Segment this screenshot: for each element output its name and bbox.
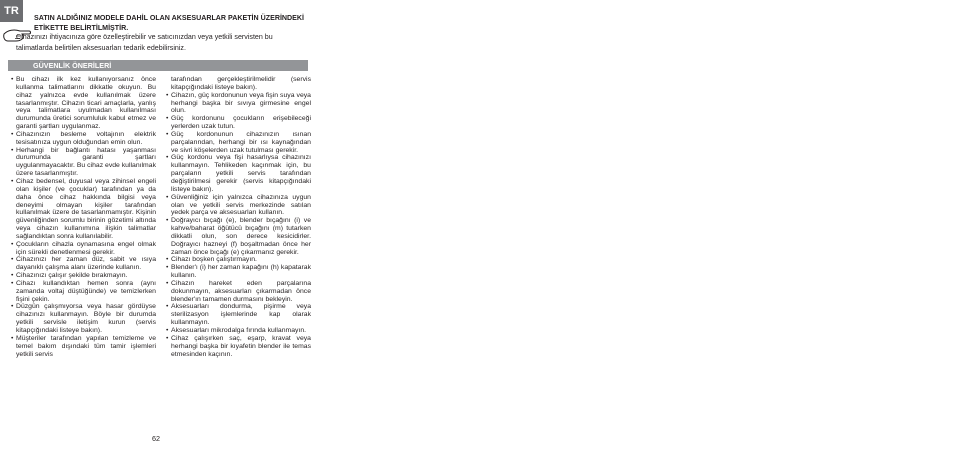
safety-item: • Güç kordonunu çocukların erişebileceği yerlerden uzak tutun. [166,115,311,131]
safety-item: • Doğrayıcı bıçağı (e), blender bıçağını (i) ve kahve/baharat öğütücü bıçağını (m) tutarken dikkatli olun, son derece kesicidirler. Doğrayıcı hazneyi (f) boşaltmadan önce her zaman önce bıçağı (e) çıkarmanız gerekir. [166,217,311,256]
language-tab: TR [0,0,23,22]
safety-item: • Cihazınızı her zaman düz, sabit ve ısıya dayanıklı çalışma alanı üzerinde kullanın. [11,256,156,272]
safety-item: • Cihazın, güç kordonunun veya fişin suya veya herhangi başka bir sıvıya girmesine engel olun. [166,92,311,116]
safety-item: • Müşteriler tarafından yapılan temizleme ve temel bakım dışındaki tüm tamir işlemleri yetkili servis [11,335,156,359]
safety-item: • Cihaz çalışırken saç, eşarp, kravat veya herhangi başka bir kıyafetin blender ile temas etmesinden kaçının. [166,335,311,359]
safety-list-left [11,76,156,358]
safety-list-right [166,76,311,358]
safety-item: • Güvenliğiniz için yalnızca cihazınıza uygun olan ve yetkili servis merkezinde satılan yedek parça ve aksesuarları kullanın. [166,194,311,218]
safety-item: • Cihazın hareket eden parçalarına dokunmayın, aksesuarları çıkarmadan önce blender'ın tamamen durmasını bekleyin. [166,280,311,304]
accessories-notice-text: Cihazınızı ihtiyacınıza göre özelleştirebilir ve satıcınızdan veya yetkili servisten bu talimatlarda belirtilen aksesuarları tedarik edebilirsiniz. [16,33,273,52]
safety-item: • Cihazı boşken çalıştırmayın. [166,256,311,264]
safety-item: • Herhangi bir bağlantı hatası yaşanması durumunda garanti şartları uygulanmayacaktır. Bu cihaz evde kullanılmak üzere tasarlanmıştır. [11,147,156,178]
safety-item: • Düzgün çalışmıyorsa veya hasar gördüyse cihazınızı kullanmayın. Böyle bir durumda yetkili servisle iletişim kurun (servis kitapçığındaki listeye bakın). [11,303,156,334]
safety-item-continuation: tarafından gerçekleştirilmelidir (servis kitapçığındaki listeye bakın). [171,76,311,91]
safety-item: • Çocukların cihazla oynamasına engel olmak için sürekli denetlenmesi gerekir. [11,241,156,257]
page-number: 62 [152,434,160,443]
safety-item: • Aksesuarları dondurma, pişirme veya sterilizasyon işlemlerinde kap olarak kullanmayın. [166,303,311,327]
safety-item: • Bu cihazı ilk kez kullanıyorsanız önce kullanma talimatlarını dikkatle okuyun. Bu cihaz yalnızca evde kullanılmak üzere tasarlanmıştır. Cihazın ticari amaçlarla, yanlış veya talimatlara uyulmadan kullanılması durumunda üretici sorumluluk kabul etmez ve garanti şartları uygulanmaz. [11,76,156,131]
accessories-notice-title: SATIN ALDIĞINIZ MODELE DAHİL OLAN AKSESUARLAR PAKETİN ÜZERİNDEKİ ETİKETTE BELİRTİLMİŞTİR. [34,14,304,32]
safety-item: • Cihazı kullandıktan hemen sonra (aynı zamanda voltaj düştüğünde) ve temizlerken fişini çekin. [11,280,156,304]
safety-item: • Blender'ı (i) her zaman kapağını (h) kapatarak kullanın. [166,264,311,280]
safety-item: • Cihazınızın besleme voltajının elektrik tesisatınıza uygun olduğundan emin olun. [11,131,156,147]
safety-item: • Aksesuarları mikrodalga fırında kullanmayın. [166,327,311,335]
safety-item: • Güç kordonunun cihazınızın ısınan parçalarından, herhangi bir ısı kaynağından ve sivri köşelerden uzak tutulması gerekir. [166,131,311,155]
safety-item: • Cihaz bedensel, duyusal veya zihinsel engeli olan kişiler (ve çocuklar) tarafından ya da daha önce cihaz hakkında bilgisi veya deneyimi olmayan kişiler tarafından kullanılmak üzere de tasarlanmamıştır. Kişinin güvenliğinden sorumlu birinin gözetimi altında veya cihazın kullanımına ilişkin talimatlar sağlandıktan sonra kullanılabilir. [11,178,156,241]
safety-section-header: GÜVENLİK ÖNERİLERİ [8,60,308,71]
safety-item: • Güç kordonu veya fişi hasarlıysa cihazınızı kullanmayın. Tehlikeden kaçınmak için, bu parçaların yetkili servis tarafından değiştirilmesi gerekir (servis kitapçığındaki listeye bakın). [166,154,311,193]
safety-item: • Cihazınızı çalışır şekilde bırakmayın. [11,272,156,280]
